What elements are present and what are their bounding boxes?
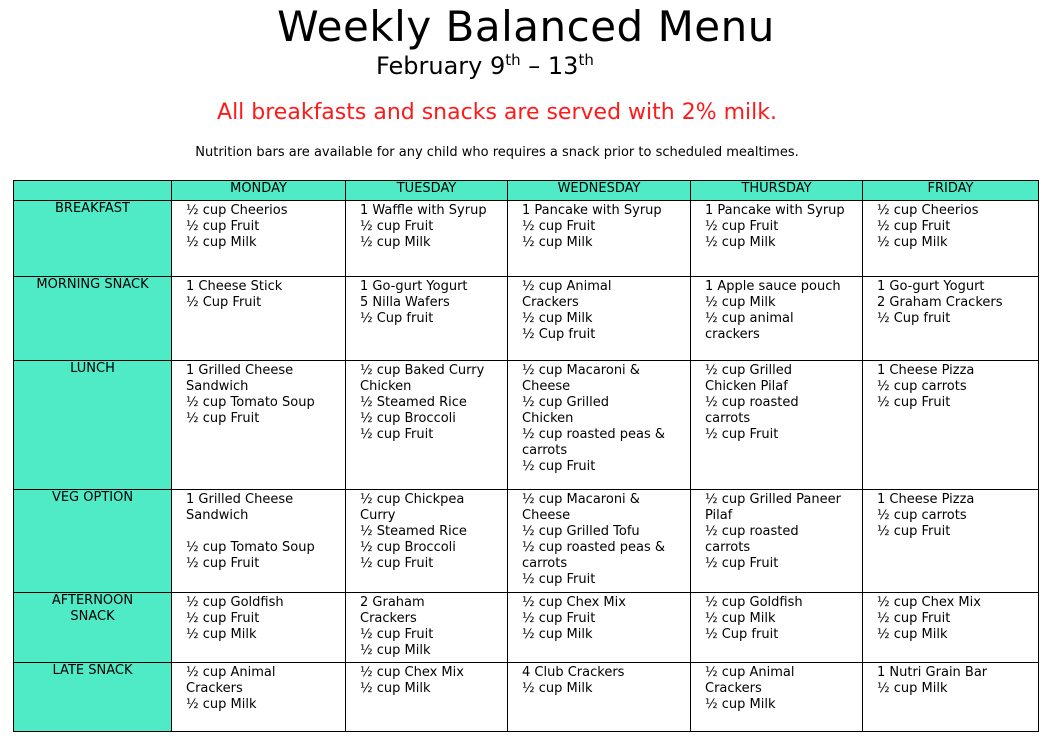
menu-item: 1 Grilled Cheese bbox=[186, 492, 294, 507]
menu-item: ½ Cup fruit bbox=[360, 311, 434, 326]
corner-cell bbox=[14, 181, 172, 201]
menu-cell-items bbox=[691, 361, 862, 445]
menu-cell bbox=[863, 663, 1039, 732]
menu-cell-items bbox=[346, 277, 507, 329]
menu-item: ½ cup Fruit bbox=[522, 219, 596, 234]
menu-item: ½ cup Milk bbox=[877, 681, 948, 696]
meal-row bbox=[14, 201, 1039, 277]
menu-cell-items bbox=[508, 201, 690, 253]
menu-item: Pilaf bbox=[705, 508, 733, 523]
menu-item: carrots bbox=[522, 556, 568, 571]
menu-item: ½ cup Fruit bbox=[360, 556, 434, 571]
menu-item: ½ cup Milk bbox=[877, 235, 948, 250]
menu-item: ½ cup Milk bbox=[186, 697, 257, 712]
menu-item: 1 Nutri Grain Bar bbox=[877, 665, 988, 680]
menu-cell-items bbox=[172, 361, 345, 429]
date-start-suffix: th bbox=[505, 51, 521, 69]
menu-cell-items bbox=[508, 490, 690, 590]
meal-row bbox=[14, 593, 1039, 663]
menu-item: ½ cup Cheerios bbox=[186, 203, 288, 218]
day-header: THURSDAY bbox=[691, 181, 863, 201]
meal-label: LATE SNACK bbox=[14, 663, 172, 732]
day-header: TUESDAY bbox=[346, 181, 508, 201]
menu-item: ½ cup Baked Curry bbox=[360, 363, 485, 378]
menu-cell-items bbox=[691, 201, 862, 253]
menu-item: ½ cup Animal bbox=[522, 279, 612, 294]
menu-item: ½ cup roasted peas & bbox=[522, 427, 665, 442]
menu-item: ½ cup Fruit bbox=[186, 556, 260, 571]
menu-cell bbox=[508, 490, 691, 593]
menu-item: ½ cup Fruit bbox=[705, 219, 779, 234]
menu-item: 1 Cheese Stick bbox=[186, 279, 283, 294]
menu-item: ½ Steamed Rice bbox=[360, 395, 467, 410]
menu-item: Chicken bbox=[522, 411, 574, 426]
meal-label: BREAKFAST bbox=[14, 201, 172, 277]
menu-cell-items bbox=[863, 663, 1038, 699]
menu-item: ½ cup Milk bbox=[360, 235, 431, 250]
menu-item: ½ cup Grilled Paneer bbox=[705, 492, 841, 507]
menu-cell-items bbox=[863, 361, 1038, 413]
menu-cell bbox=[346, 663, 508, 732]
menu-item: ½ cup roasted bbox=[705, 395, 799, 410]
menu-item: ½ cup Fruit bbox=[522, 572, 596, 587]
menu-item: 1 Go-gurt Yogurt bbox=[877, 279, 985, 294]
menu-cell bbox=[172, 277, 346, 361]
menu-item: ½ Cup fruit bbox=[705, 627, 779, 642]
menu-item: 1 Cheese Pizza bbox=[877, 492, 975, 507]
meal-label-line: AFTERNOON bbox=[51, 593, 134, 608]
menu-cell-items bbox=[863, 490, 1038, 542]
menu-item: ½ cup Milk bbox=[522, 627, 593, 642]
menu-item: ½ cup Broccoli bbox=[360, 411, 456, 426]
menu-item: Crackers bbox=[522, 295, 579, 310]
menu-cell bbox=[691, 201, 863, 277]
menu-item: 1 Pancake with Syrup bbox=[522, 203, 662, 218]
menu-cell-items bbox=[508, 361, 690, 477]
menu-cell-items bbox=[691, 490, 862, 574]
menu-cell-items bbox=[172, 490, 345, 574]
menu-item: 5 Nilla Wafers bbox=[360, 295, 450, 310]
menu-item: ½ cup carrots bbox=[877, 379, 967, 394]
date-end-suffix: th bbox=[578, 51, 594, 69]
menu-item: ½ cup Goldfish bbox=[186, 595, 284, 610]
menu-item: 1 Pancake with Syrup bbox=[705, 203, 845, 218]
meal-label: VEG OPTION bbox=[14, 490, 172, 593]
menu-cell-items bbox=[508, 593, 690, 645]
menu-item: Crackers bbox=[705, 681, 762, 696]
menu-cell bbox=[508, 593, 691, 663]
menu-cell-items bbox=[508, 277, 690, 345]
menu-item: 1 Waffle with Syrup bbox=[360, 203, 487, 218]
menu-cell-items bbox=[863, 593, 1038, 645]
menu-item bbox=[186, 524, 341, 540]
menu-cell-items bbox=[172, 663, 345, 715]
date-end: – 13 bbox=[520, 52, 579, 80]
menu-item: carrots bbox=[522, 443, 568, 458]
menu-item: Crackers bbox=[360, 611, 417, 626]
menu-item: ½ cup Chickpea bbox=[360, 492, 465, 507]
menu-cell-items bbox=[863, 201, 1038, 253]
menu-cell-items bbox=[691, 277, 862, 345]
menu-item: ½ cup Milk bbox=[705, 611, 776, 626]
menu-cell-items bbox=[172, 593, 345, 645]
menu-cell-items bbox=[346, 490, 507, 574]
meal-row bbox=[14, 663, 1039, 732]
menu-cell bbox=[863, 361, 1039, 490]
menu-item: ½ cup Fruit bbox=[360, 219, 434, 234]
menu-item: ½ cup Milk bbox=[522, 235, 593, 250]
menu-item: ½ cup Macaroni & bbox=[522, 363, 640, 378]
menu-item: ½ cup Goldfish bbox=[705, 595, 803, 610]
meal-row bbox=[14, 490, 1039, 593]
menu-item: 1 Grilled Cheese bbox=[186, 363, 294, 378]
meal-label: LUNCH bbox=[14, 361, 172, 490]
menu-cell bbox=[863, 277, 1039, 361]
menu-item: ½ cup carrots bbox=[877, 508, 967, 523]
menu-cell bbox=[508, 277, 691, 361]
menu-item: ½ cup Milk bbox=[705, 235, 776, 250]
menu-item: ½ cup Fruit bbox=[705, 427, 779, 442]
menu-cell-items bbox=[172, 201, 345, 253]
menu-item: ½ cup Milk bbox=[360, 643, 431, 658]
menu-item: ½ cup Animal bbox=[186, 665, 276, 680]
nutrition-note: Nutrition bars are available for any child who requires a snack prior to scheduled mealtimes. bbox=[195, 145, 799, 160]
menu-cell bbox=[172, 361, 346, 490]
menu-item: ½ cup Broccoli bbox=[360, 540, 456, 555]
menu-cell bbox=[172, 201, 346, 277]
date-range bbox=[376, 48, 594, 84]
day-header: WEDNESDAY bbox=[508, 181, 691, 201]
menu-body bbox=[14, 201, 1039, 732]
menu-item: ½ cup Fruit bbox=[877, 611, 951, 626]
menu-item: ½ cup Milk bbox=[705, 697, 776, 712]
menu-item: ½ cup Grilled bbox=[705, 363, 793, 378]
menu-item: ½ cup Fruit bbox=[186, 611, 260, 626]
menu-item: 2 Graham bbox=[360, 595, 425, 610]
menu-item: carrots bbox=[705, 411, 751, 426]
menu-item: Chicken Pilaf bbox=[705, 379, 788, 394]
menu-item: ½ cup Fruit bbox=[360, 627, 434, 642]
weekly-menu-table bbox=[13, 180, 1039, 732]
menu-item: ½ cup Fruit bbox=[705, 556, 779, 571]
menu-item: ½ cup Fruit bbox=[186, 219, 260, 234]
menu-cell bbox=[508, 361, 691, 490]
menu-cell bbox=[691, 490, 863, 593]
menu-item: ½ cup Chex Mix bbox=[360, 665, 464, 680]
menu-item: ½ cup Fruit bbox=[877, 219, 951, 234]
menu-item: Sandwich bbox=[186, 379, 249, 394]
menu-cell bbox=[346, 201, 508, 277]
milk-notice: All breakfasts and snacks are served with 2% milk. bbox=[217, 100, 777, 125]
menu-cell bbox=[863, 201, 1039, 277]
menu-cell bbox=[172, 490, 346, 593]
menu-item: ½ cup Grilled bbox=[522, 395, 610, 410]
menu-item: Curry bbox=[360, 508, 396, 523]
menu-title: Weekly Balanced Menu bbox=[277, 2, 775, 51]
menu-item: ½ Cup fruit bbox=[522, 327, 596, 342]
menu-item: ½ cup Milk bbox=[360, 681, 431, 696]
menu-item: 4 Club Crackers bbox=[522, 665, 625, 680]
menu-item: 1 Apple sauce pouch bbox=[705, 279, 841, 294]
meal-label: MORNING SNACK bbox=[14, 277, 172, 361]
menu-cell bbox=[346, 490, 508, 593]
day-header: FRIDAY bbox=[863, 181, 1039, 201]
menu-cell-items bbox=[346, 593, 507, 661]
menu-item: Cheese bbox=[522, 379, 571, 394]
menu-cell-items bbox=[508, 663, 690, 699]
menu-item: ½ cup Chex Mix bbox=[522, 595, 626, 610]
menu-item: ½ cup Milk bbox=[522, 681, 593, 696]
menu-item: ½ cup Cheerios bbox=[877, 203, 979, 218]
menu-item: ½ cup Milk bbox=[186, 235, 257, 250]
menu-cell bbox=[172, 593, 346, 663]
menu-item: ½ cup Grilled Tofu bbox=[522, 524, 640, 539]
menu-item: ½ cup Milk bbox=[705, 295, 776, 310]
menu-item: Crackers bbox=[186, 681, 243, 696]
menu-item: ½ cup roasted peas & bbox=[522, 540, 665, 555]
menu-item: Sandwich bbox=[186, 508, 249, 523]
menu-cell bbox=[172, 663, 346, 732]
menu-cell-items bbox=[691, 593, 862, 645]
menu-cell bbox=[691, 663, 863, 732]
menu-item: crackers bbox=[705, 327, 760, 342]
menu-cell-items bbox=[691, 663, 862, 715]
menu-item: ½ cup Fruit bbox=[877, 395, 951, 410]
menu-item: ½ cup Tomato Soup bbox=[186, 540, 315, 555]
menu-item: ½ cup Milk bbox=[186, 627, 257, 642]
day-header: MONDAY bbox=[172, 181, 346, 201]
menu-cell-items bbox=[172, 277, 345, 313]
menu-item: Chicken bbox=[360, 379, 412, 394]
menu-cell bbox=[508, 201, 691, 277]
day-header-row bbox=[14, 181, 1039, 201]
menu-cell-items bbox=[346, 361, 507, 445]
menu-item: ½ cup animal bbox=[705, 311, 794, 326]
menu-item: ½ cup Fruit bbox=[522, 611, 596, 626]
date-start: February 9 bbox=[376, 52, 506, 80]
menu-cell bbox=[346, 361, 508, 490]
menu-item: ½ cup Chex Mix bbox=[877, 595, 981, 610]
menu-item: carrots bbox=[705, 540, 751, 555]
meal-row bbox=[14, 361, 1039, 490]
menu-item: ½ Steamed Rice bbox=[360, 524, 467, 539]
menu-item: ½ cup Fruit bbox=[186, 411, 260, 426]
menu-cell bbox=[863, 490, 1039, 593]
menu-cell-items bbox=[863, 277, 1038, 329]
menu-item: ½ cup Milk bbox=[522, 311, 593, 326]
meal-label-line: SNACK bbox=[70, 609, 115, 624]
menu-cell bbox=[691, 593, 863, 663]
menu-item: ½ cup Milk bbox=[877, 627, 948, 642]
menu-item: ½ cup Fruit bbox=[360, 427, 434, 442]
menu-item: ½ cup Fruit bbox=[877, 524, 951, 539]
menu-cell bbox=[346, 277, 508, 361]
menu-item: ½ cup Fruit bbox=[522, 459, 596, 474]
menu-cell-items bbox=[346, 663, 507, 699]
menu-item: 1 Cheese Pizza bbox=[877, 363, 975, 378]
menu-item: Cheese bbox=[522, 508, 571, 523]
menu-item: ½ cup Tomato Soup bbox=[186, 395, 315, 410]
menu-cell bbox=[863, 593, 1039, 663]
menu-item: ½ Cup fruit bbox=[877, 311, 951, 326]
menu-cell bbox=[691, 277, 863, 361]
menu-item: ½ cup roasted bbox=[705, 524, 799, 539]
menu-item: 2 Graham Crackers bbox=[877, 295, 1003, 310]
menu-item: ½ cup Animal bbox=[705, 665, 795, 680]
menu-item: ½ cup Macaroni & bbox=[522, 492, 640, 507]
meal-label bbox=[14, 593, 172, 663]
menu-cell bbox=[691, 361, 863, 490]
menu-cell bbox=[508, 663, 691, 732]
menu-cell-items bbox=[346, 201, 507, 253]
menu-item: 1 Go-gurt Yogurt bbox=[360, 279, 468, 294]
menu-cell bbox=[346, 593, 508, 663]
menu-item: ½ Cup Fruit bbox=[186, 295, 262, 310]
meal-row bbox=[14, 277, 1039, 361]
